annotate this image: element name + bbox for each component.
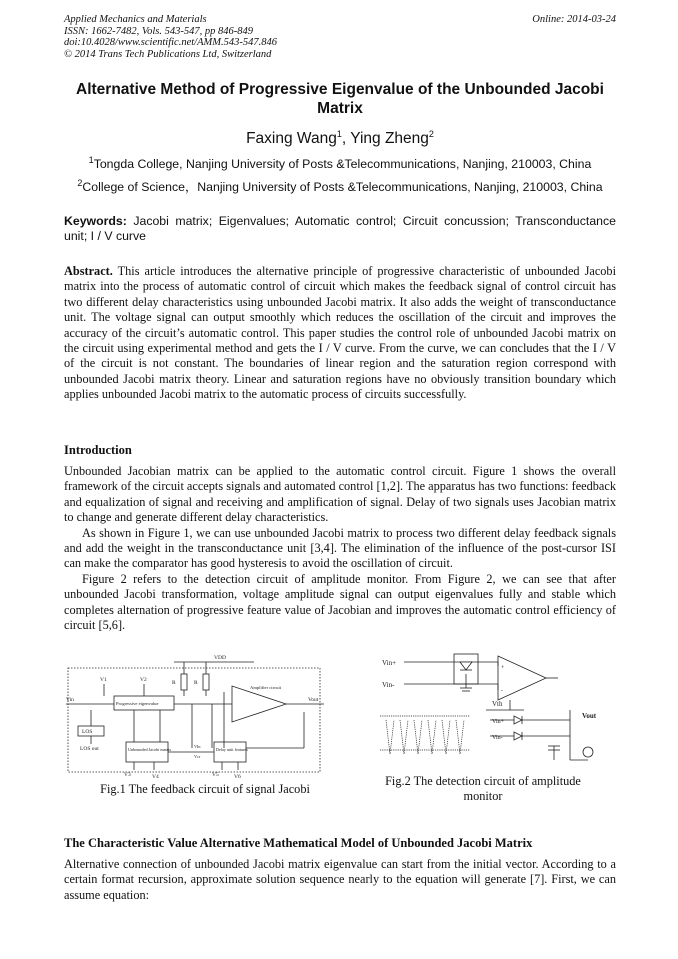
affiliation-1-text: Tongda College, Nanjing University of Posts &Telecommunications, Nanjing, 210003, China [93, 157, 592, 172]
fig2-vin-plus-label: Vin+ [382, 659, 397, 667]
fig1-progressive-eigenvalue-label: Progressive eigenvalue [116, 701, 159, 706]
keywords-text: Jacobi matrix; Eigenvalues; Automatic control; Circuit concussion; Transconductance unit; I / V curve [64, 214, 616, 244]
fig2-vth-label: Vth [492, 700, 503, 708]
abstract [64, 264, 616, 403]
affiliation-2-text: College of Science，Nanjing University of Posts &Telecommunications, Nanjing, 210003, China [82, 180, 603, 194]
copyright: © 2014 Trans Tech Publications Ltd, Switzerland [64, 48, 272, 60]
figure-2-caption: Fig.2 The detection circuit of amplitude monitor [385, 774, 581, 804]
author-1-sup: 1 [336, 129, 342, 139]
fig1-unbounded-jacobi-label: Unbounded Jacobi matrix [128, 747, 172, 752]
affiliation-2-sup: 2 [77, 177, 83, 188]
fig1-v1-label: V1 [100, 677, 107, 683]
fig2-vin-plus-2-label: Vin+ [492, 719, 505, 725]
keywords-label: Keywords: [64, 214, 127, 228]
fig2-vin-minus-2-label: Vin- [492, 735, 503, 741]
author-1: Faxing Wang [246, 130, 337, 148]
fig2-vin-minus-label: Vin- [382, 681, 395, 689]
fig1-delay-label: Delay unit features [216, 747, 248, 752]
online-date: Online: 2014-03-24 [532, 14, 616, 25]
introduction-body [64, 464, 616, 633]
fig1-v6-label: V6 [234, 774, 241, 780]
keywords [64, 214, 616, 244]
fig2-minus-label: - [501, 688, 503, 694]
abstract-label: Abstract. [64, 264, 113, 278]
doi: doi:10.4028/www.scientific.net/AMM.543-547.846 [64, 37, 277, 49]
fig1-los-label: LOS [82, 729, 93, 735]
fig1-los-out-label: LOS out [80, 746, 99, 752]
journal-header [64, 14, 616, 60]
introduction-heading: Introduction [64, 443, 132, 457]
fig1-vout-label: Vout [308, 697, 319, 703]
authors [64, 129, 616, 148]
fig1-vin2-label: VIn [194, 744, 201, 749]
author-2: Ying Zheng [350, 130, 429, 148]
affiliation-1 [64, 155, 616, 171]
issn: ISSN: 1662-7482, Vols. 543-547, pp 846-849 [64, 25, 253, 37]
fig1-v2-label: V2 [140, 677, 147, 683]
affiliation-1-sup: 1 [88, 155, 94, 165]
fig2-plus-label: + [501, 665, 505, 671]
paper-title: Alternative Method of Progressive Eigenvalue of the Unbounded Jacobi Matrix [76, 81, 604, 117]
section-2-paragraph-1: Alternative connection of unbounded Jacobi matrix eigenvalue can start from the initial vector. According to a certain format recursion, approximate solution sequence nearly to the equation will generate [7]. First, we can assume equation: [64, 857, 616, 902]
author-sep: , [341, 130, 351, 148]
section-2-body [64, 857, 616, 903]
fig1-r2-label: R [194, 680, 198, 686]
fig1-amplifier-label: Amplifier circuit [250, 685, 281, 690]
fig1-v3-label: V3 [124, 772, 131, 778]
figure-2-circuit [374, 650, 614, 772]
affiliation-2 [64, 177, 616, 195]
fig1-vcr-label: Vcr [194, 754, 201, 759]
abstract-text: This article introduces the alternative principle of progressive characteristic of unbounded Jacobi matrix into the process of automatic control of circuit which makes the feedback signal of control circuit has two different delay characteristics using unbounded Jacobi matrix. It also adds the weight of transconductance unit. The voltage signal can output smoothly which reduces the oscillation of the circuit and improves the accuracy of the circuit’s automatic control. This paper studies the control role of unbounded Jacobi matrix on the circuit using experimental method and gets the I / V curve. From the curve, we can concludes that the I / V of the circuit is not constant. The boundaries of linear region and the saturation region correspond with unbounded Jacobi matrix theory. Linear and saturation regions have no obviously transition boundary which applies unbounded Jacobi matrix to the automatic process of circuits successfully. [64, 264, 616, 402]
fig1-r1-label: R [172, 680, 176, 686]
section-2-heading: The Characteristic Value Alternative Mathematical Model of Unbounded Jacobi Matrix [64, 836, 533, 850]
fig2-vout-label: Vout [582, 712, 597, 720]
author-2-sup: 2 [428, 129, 434, 139]
intro-paragraph-2: As shown in Figure 1, we can use unbounded Jacobi matrix to process two different delay feedback signals and add the weight in the transconductance unit [3,4]. The elimination of the influence of the post-cursor ISI can make the comparator has good hysteresis to avoid the oscillation of circuit. [64, 525, 616, 571]
fig1-vin-label: Vin [66, 697, 74, 703]
journal-name: Applied Mechanics and Materials [64, 14, 207, 25]
fig1-vdd-label: VDD [214, 655, 226, 661]
fig1-v4-label: V4 [152, 774, 159, 780]
intro-paragraph-3: Figure 2 refers to the detection circuit of amplitude monitor. From Figure 2, we can see that after unbounded Jacobi transformation, voltage amplitude signal can output eigenvalues fully and stable which completes alternation of progressive feature value of Jacobian and improves the automatic control efficiency of circuit [5,6]. [64, 571, 616, 633]
fig1-v5-label: V5 [212, 772, 219, 778]
figure-1-circuit [64, 652, 332, 780]
figure-1-caption: Fig.1 The feedback circuit of signal Jacobi [100, 782, 310, 796]
intro-paragraph-1: Unbounded Jacobian matrix can be applied to the automatic control circuit. Figure 1 shows the overall framework of the circuit accepts signals and automated control [1,2]. The apparatus has two functions: feedback and equalization of signal and receiving and amplification of signal. Delay of two signals uses Jacobian matrix to change and generate different delay characteristics. [64, 464, 616, 525]
